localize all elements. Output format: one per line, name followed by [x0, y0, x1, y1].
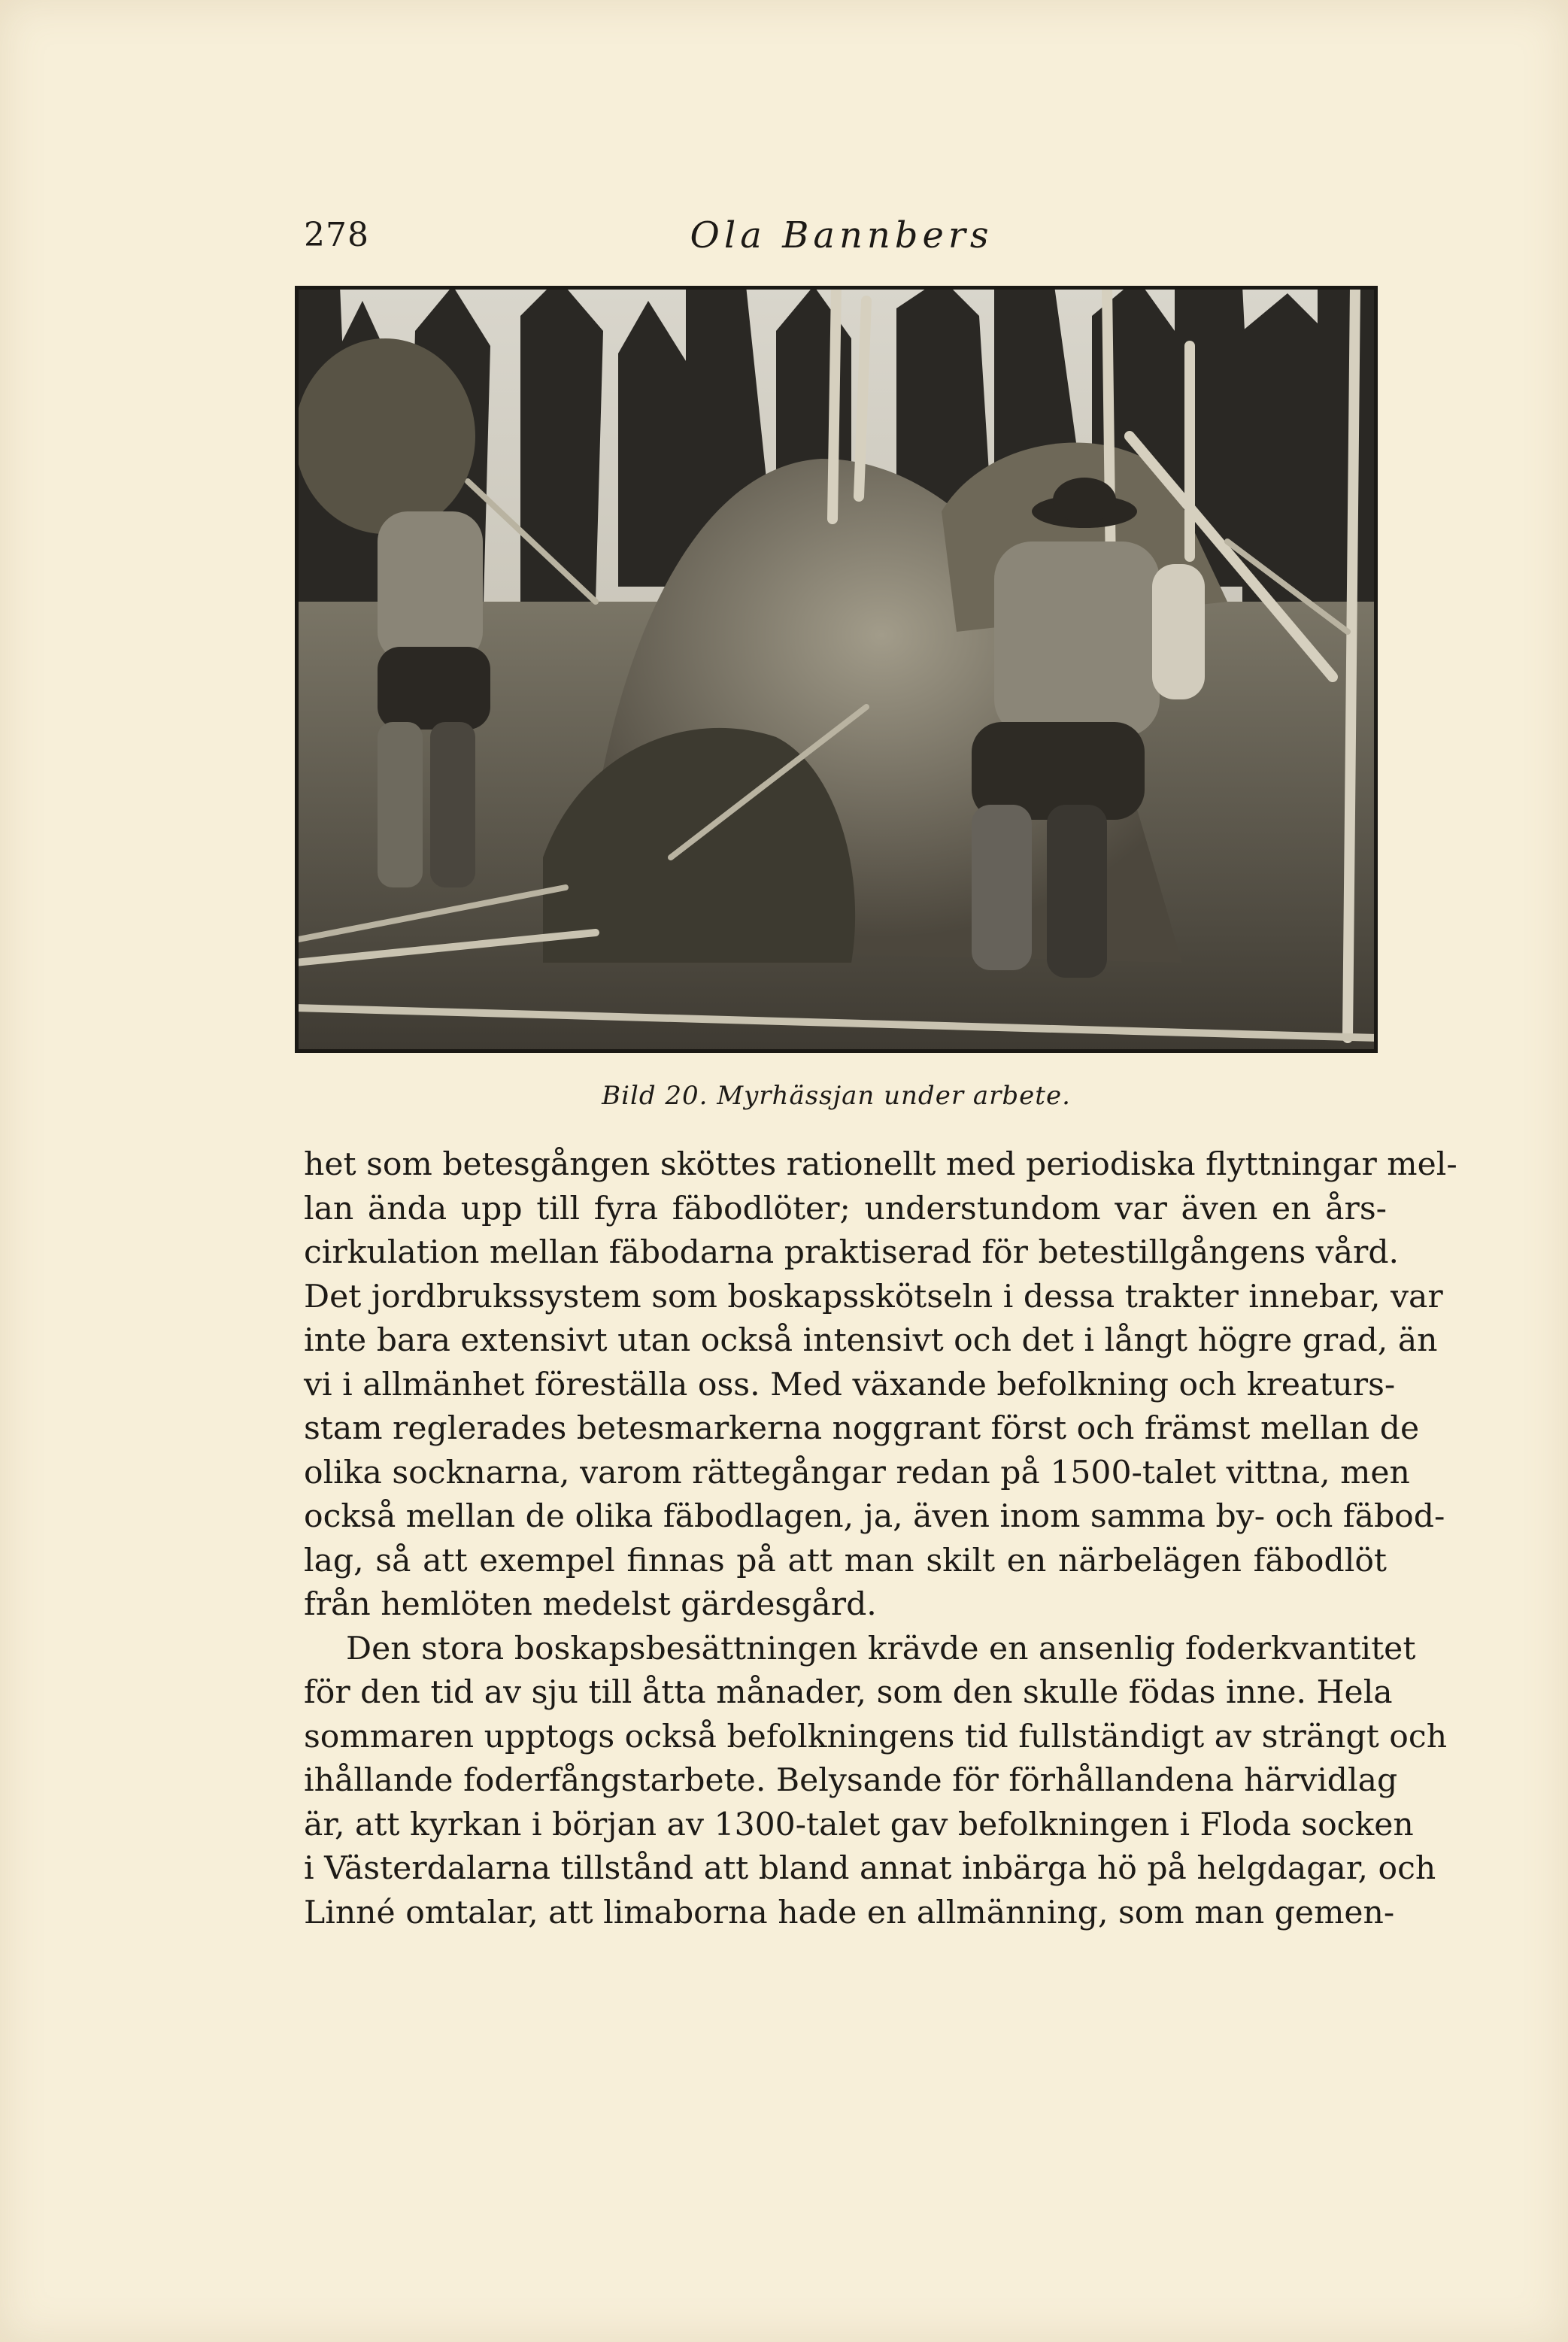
- text-line: sommaren upptogs också befolkningens tid fullständigt av strängt och: [304, 1718, 1448, 1755]
- paragraph-start-line: Den stora boskapsbesättningen krävde en ansenlig foderkvantitet: [346, 1630, 1416, 1667]
- text-line: i Västerdalarna tillstånd att bland annat inbärga hö på helgdagar, och: [304, 1850, 1436, 1887]
- page-number: 278: [304, 216, 369, 254]
- text-line: het som betesgången sköttes rationellt med periodiska flyttningar mel-: [304, 1146, 1457, 1183]
- text-line: vi i allmänhet föreställa oss. Med växande befolkning och kreaturs-: [304, 1366, 1396, 1403]
- text-line: lan ända upp till fyra fäbodlöter; understundom var även en års-: [304, 1190, 1387, 1227]
- text-line: cirkulation mellan fäbodarna praktiserad för betestillgångens vård.: [304, 1234, 1400, 1271]
- text-line: för den tid av sju till åtta månader, som den skulle födas inne. Hela: [304, 1674, 1393, 1711]
- running-head: [304, 209, 1379, 262]
- text-line: är, att kyrkan i början av 1300-talet gav befolkningen i Floda socken: [304, 1806, 1414, 1843]
- text-line: inte bara extensivt utan också intensivt och det i långt högre grad, än: [304, 1322, 1438, 1359]
- text-line: stam reglerades betesmarkerna noggrant först och främst mellan de: [304, 1410, 1420, 1447]
- text-line: ihållande foderfångstarbete. Belysande för förhållandena härvidlag: [304, 1762, 1398, 1799]
- hay-drying-photo: [295, 286, 1378, 1053]
- text-line: olika socknarna, varom rättegångar redan på 1500-talet vittna, men: [304, 1454, 1410, 1491]
- text-line: från hemlöten medelst gärdesgård.: [304, 1586, 877, 1623]
- running-title: Ola Bannbers: [690, 214, 993, 256]
- text-line: också mellan de olika fäbodlagen, ja, även inom samma by- och fäbod-: [304, 1498, 1445, 1535]
- text-line: Det jordbrukssystem som boskapsskötseln i dessa trakter innebar, var: [304, 1278, 1443, 1315]
- body-text: [304, 1143, 1457, 1935]
- photo-icon: [295, 286, 1378, 1053]
- text-line: Linné omtalar, att limaborna hade en allmänning, som man gemen-: [304, 1894, 1395, 1931]
- figure-caption: Bild 20. Myrhässjan under arbete.: [602, 1081, 1071, 1111]
- text-line: lag, så att exempel finnas på att man skilt en närbelägen fäbodlöt: [304, 1542, 1387, 1579]
